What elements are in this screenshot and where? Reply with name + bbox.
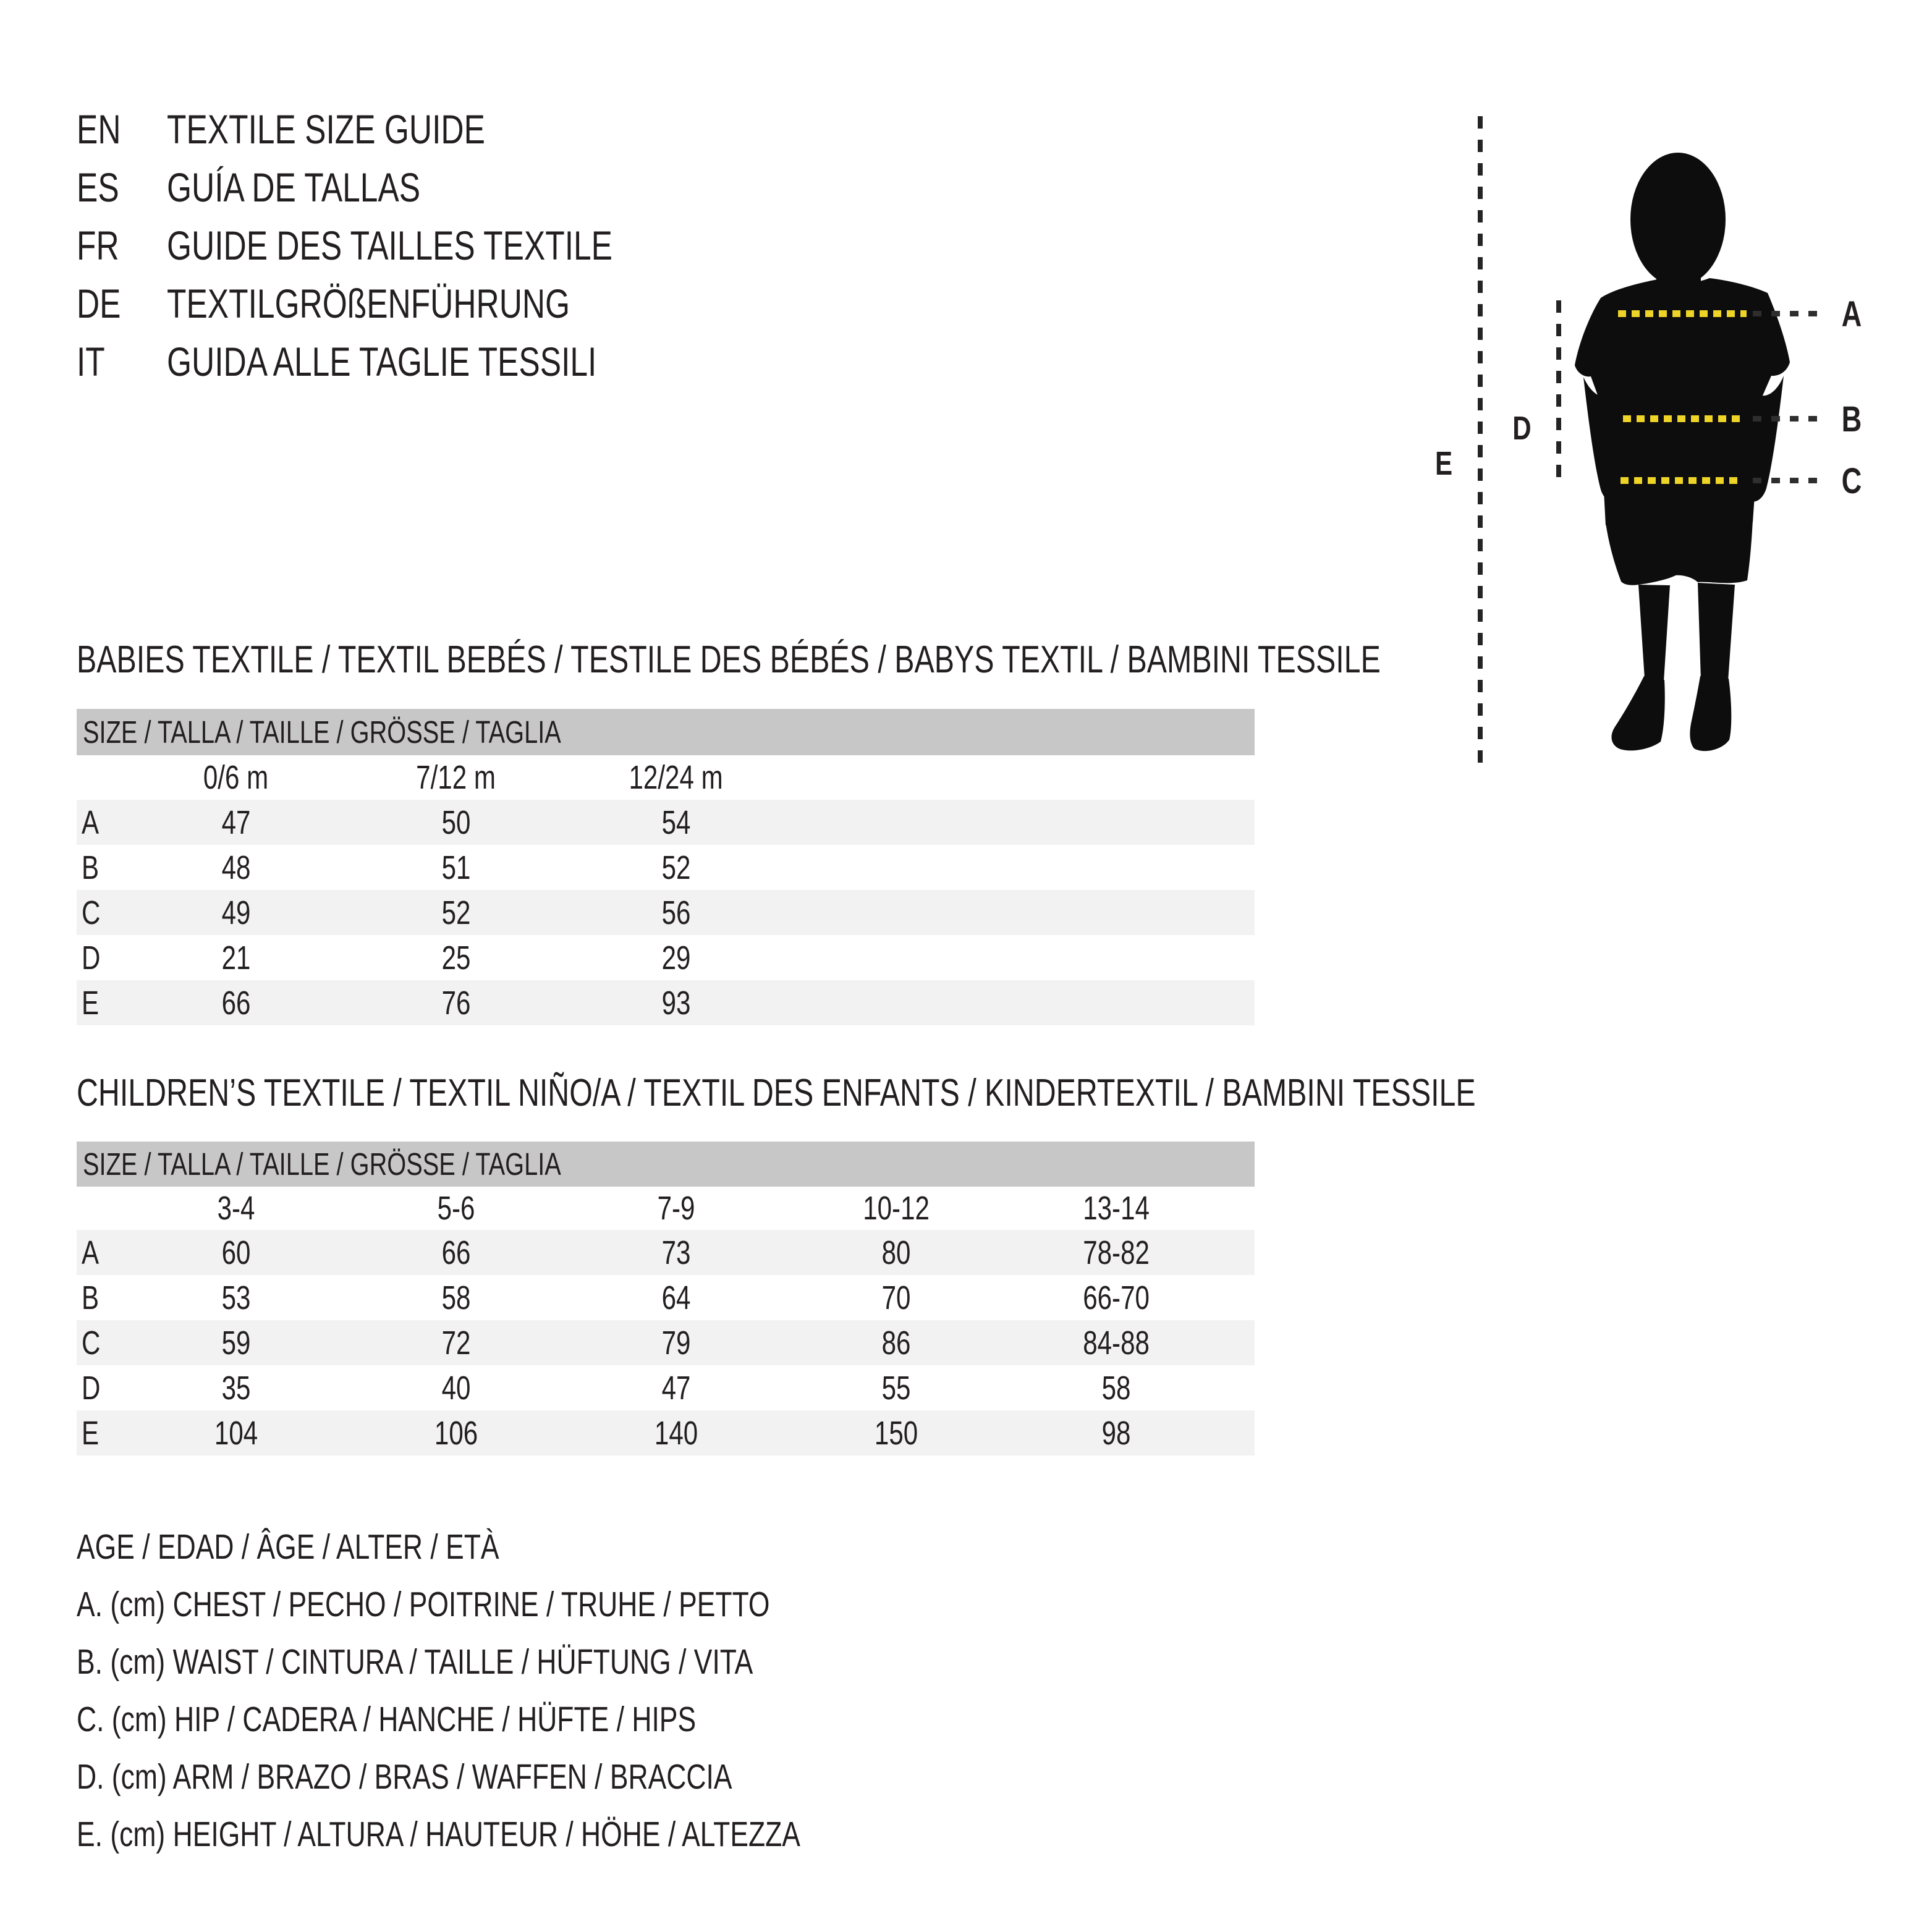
- table-row: D 21 25 29: [77, 935, 1255, 980]
- row-label: D: [82, 939, 101, 977]
- lang-code-it: IT: [77, 339, 105, 384]
- table-row: B 53 58 64 70 66-70: [77, 1275, 1255, 1320]
- row-label: A: [82, 1234, 100, 1271]
- table-row: A 47 50 54: [77, 800, 1255, 845]
- page-title-it: GUIDA ALLE TAGLIE TESSILI: [167, 339, 597, 384]
- babies-table-band: SIZE / TALLA / TAILLE / GRÖSSE / TAGLIA: [77, 709, 1255, 755]
- hip-line-yellow: [1621, 477, 1743, 484]
- row-label: B: [82, 849, 100, 886]
- lang-code-fr: FR: [77, 222, 119, 268]
- table-row: E 66 76 93: [77, 980, 1255, 1025]
- babies-col-0: 0/6 m: [203, 759, 269, 796]
- row-label: D: [82, 1369, 101, 1407]
- table-row: E 104 106 140 150 98: [77, 1410, 1255, 1455]
- babies-section-heading: BABIES TEXTILE / TEXTIL BEBÉS / TESTILE DES BÉBÉS / BABYS TEXTIL / BAMBINI TESSILE: [77, 638, 1381, 681]
- children-section-heading: CHILDREN’S TEXTILE / TEXTIL NIÑO/A / TEXTIL DES ENFANTS / KINDERTEXTIL / BAMBINI TESSILE: [77, 1072, 1476, 1114]
- babies-col-2: 12/24 m: [629, 759, 724, 796]
- legend-line-hip: C. (cm) HIP / CADERA / HANCHE / HÜFTE / HIPS: [77, 1699, 697, 1739]
- row-label: B: [82, 1279, 100, 1316]
- marker-label-b: B: [1841, 399, 1862, 439]
- table-row: D 35 40 47 55 58: [77, 1365, 1255, 1410]
- children-col-2: 7-9: [657, 1190, 695, 1227]
- header-row-es: [77, 158, 738, 216]
- title-header: [77, 100, 738, 391]
- row-label: C: [82, 1324, 101, 1362]
- children-column-header-row: [77, 1187, 1255, 1230]
- waist-line-yellow: [1623, 415, 1740, 422]
- table-row: C 59 72 79 86 84-88: [77, 1320, 1255, 1365]
- page-title-es: GUÍA DE TALLAS: [167, 164, 421, 210]
- measurement-legend: [77, 1518, 1004, 1863]
- table-row: B 48 51 52: [77, 845, 1255, 890]
- page-title-fr: GUIDE DES TAILLES TEXTILE: [167, 222, 612, 268]
- children-table-band: SIZE / TALLA / TAILLE / GRÖSSE / TAGLIA: [77, 1142, 1255, 1187]
- header-row-de: [77, 274, 738, 333]
- children-col-1: 5-6: [437, 1190, 475, 1227]
- legend-line-waist: B. (cm) WAIST / CINTURA / TAILLE / HÜFTUNG / VITA: [77, 1642, 753, 1682]
- arm-measure-line-d: [1556, 300, 1561, 485]
- silhouette-right-shoe: [1690, 676, 1731, 751]
- table-row: A 60 66 73 80 78-82: [77, 1230, 1255, 1275]
- hip-line-dark: [1753, 478, 1821, 483]
- lang-code-es: ES: [77, 164, 119, 210]
- header-row-it: [77, 333, 738, 391]
- legend-line-arm: D. (cm) ARM / BRAZO / BRAS / WAFFEN / BRACCIA: [77, 1756, 732, 1797]
- row-label: A: [82, 803, 100, 841]
- page-title-en: TEXTILE SIZE GUIDE: [167, 106, 485, 152]
- lang-code-en: EN: [77, 106, 121, 152]
- babies-col-1: 7/12 m: [416, 759, 496, 796]
- header-row-en: [77, 100, 738, 158]
- marker-label-e: E: [1434, 445, 1453, 482]
- children-col-3: 10-12: [863, 1190, 930, 1227]
- row-label: E: [82, 984, 100, 1022]
- legend-line-age: AGE / EDAD / ÂGE / ALTER / ETÀ: [77, 1527, 499, 1567]
- chest-line-dark: [1753, 311, 1824, 316]
- babies-column-header-row: [77, 755, 1255, 800]
- row-label: E: [82, 1414, 100, 1452]
- chest-line-yellow: [1618, 310, 1747, 317]
- header-row-fr: [77, 216, 738, 274]
- children-size-table: [77, 1142, 1255, 1455]
- marker-label-a: A: [1841, 294, 1862, 334]
- marker-label-c: C: [1841, 460, 1862, 501]
- table-row: C 49 52 56: [77, 890, 1255, 935]
- legend-line-height: E. (cm) HEIGHT / ALTURA / HAUTEUR / HÖHE / ALTEZZA: [77, 1814, 800, 1854]
- children-col-0: 3-4: [217, 1190, 255, 1227]
- children-col-4: 13-14: [1083, 1190, 1150, 1227]
- silhouette-left-shoe: [1611, 676, 1664, 750]
- waist-line-dark: [1753, 416, 1824, 422]
- lang-code-de: DE: [77, 281, 121, 326]
- babies-size-table: [77, 709, 1255, 1025]
- silhouette-shorts: [1606, 520, 1753, 585]
- legend-line-chest: A. (cm) CHEST / PECHO / POITRINE / TRUHE / PETTO: [77, 1584, 770, 1624]
- marker-label-d: D: [1512, 410, 1532, 447]
- page-title-de: TEXTILGRÖßENFÜHRUNG: [167, 281, 570, 326]
- row-label: C: [82, 894, 101, 931]
